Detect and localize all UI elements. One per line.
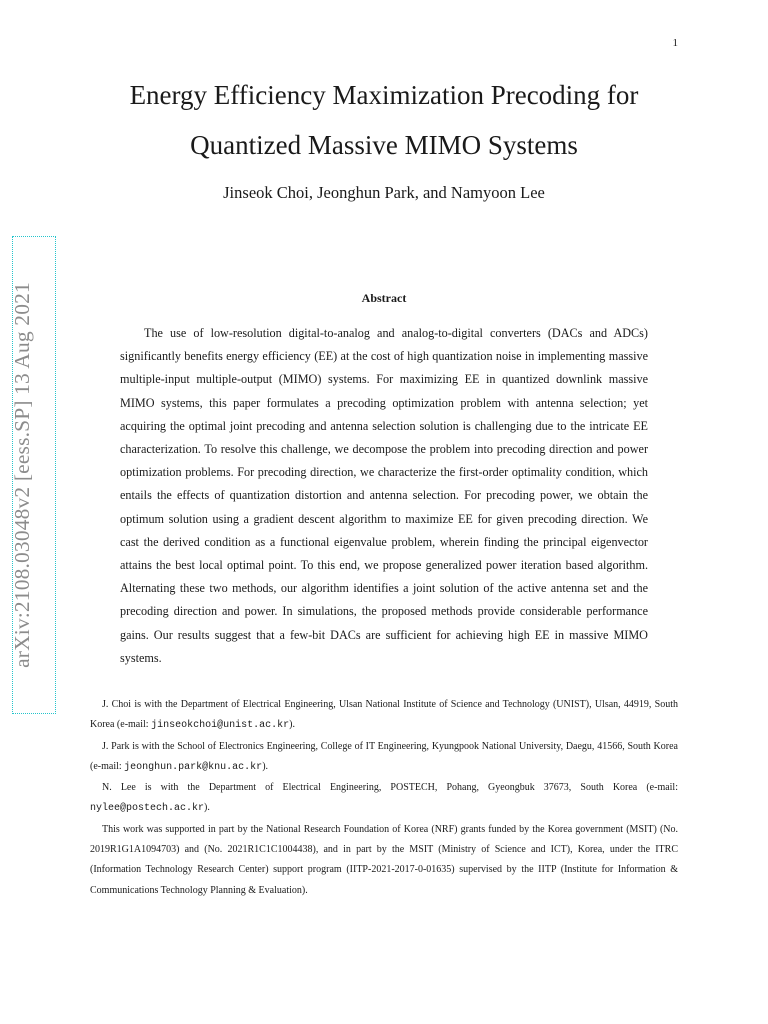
footnote-lee-email[interactable]: nylee@postech.ac.kr (90, 803, 205, 815)
footnote-park-text: J. Park is with the School of Electronics Engineering, College of IT Engineering, Kyungpook National University, Daegu, 41566, South Korea (e-mail: (90, 740, 678, 772)
footnote-choi (90, 695, 678, 737)
author-footnotes (90, 695, 678, 901)
footnote-choi-email[interactable]: jinseokchoi@unist.ac.kr (151, 720, 290, 732)
footnote-funding: This work was supported in part by the National Research Foundation of Korea (NRF) grants funded by the Korea government (MSIT) (No. 2019R1G1A1094703) and (No. 2021R1C1C1004438), and in part by the MSIT (Ministry of Science and ICT), Korea, under the ITRC (Information Technology Research Center) support program (IITP-2021-2017-0-01635) supervised by the IITP (Institute for Information & Communications Technology Planning & Evaluation). (90, 823, 678, 896)
footnote-lee-text: N. Lee is with the Department of Electrical Engineering, POSTECH, Pohang, Gyeongbuk 37673, South Korea (e-mail: (102, 782, 678, 794)
page-number: 1 (672, 37, 678, 49)
footnote-park (90, 737, 678, 779)
footnote-choi-text: J. Choi is with the Department of Electrical Engineering, Ulsan National Institute of Science and Technology (UNIST), Ulsan, 44919, South Korea (e-mail: (90, 699, 678, 731)
abstract-heading: Abstract (361, 291, 407, 305)
footnote-lee (90, 778, 678, 820)
abstract-body: The use of low-resolution digital-to-analog and analog-to-digital converters (DACs and ADCs) significantly benefits energy efficiency (EE) at the cost of high quantization noise in implementing massive multiple-input multiple-output (MIMO) systems. For maximizing EE in quantized downlink massive MIMO systems, this paper formulates a precoding optimization problem with antenna selection; yet acquiring the optimal joint precoding and antenna selection solution is challenging due to the intricate EE characterization. To resolve this challenge, we decompose the problem into precoding direction and power optimization problems. For precoding direction, we characterize the first-order optimality condition, which entails the effects of quantization distortion and antenna selection. For precoding power, we obtain the optimum solution using a gradient descent algorithm to maximize EE for given precoding direction. We cast the derived condition as a functional eigenvalue problem, wherein finding the principal eigenvector attains the best local optimal point. To this end, we propose generalized power iteration based algorithm. Alternating these two methods, our algorithm identifies a joint solution of the active antenna set and the precoding direction and power. In simulations, the proposed methods provide considerable performance gains. Our results suggest that a few-bit DACs are sufficient for achieving high EE in massive MIMO systems. (120, 326, 648, 665)
footnote-park-end: ). (262, 760, 269, 772)
paper-title: Energy Efficiency Maximization Precoding for Quantized Massive MIMO Systems (129, 80, 639, 160)
footnote-park-email[interactable]: jeonghun.park@knu.ac.kr (124, 761, 263, 773)
footnote-lee-end: ). (204, 802, 210, 814)
author-list: Jinseok Choi, Jeonghun Park, and Namyoon Lee (223, 183, 545, 202)
footnote-choi-end: ). (289, 719, 295, 731)
arxiv-identifier: arXiv:2108.03048v2 [eess.SP] 13 Aug 2021 (10, 282, 34, 668)
